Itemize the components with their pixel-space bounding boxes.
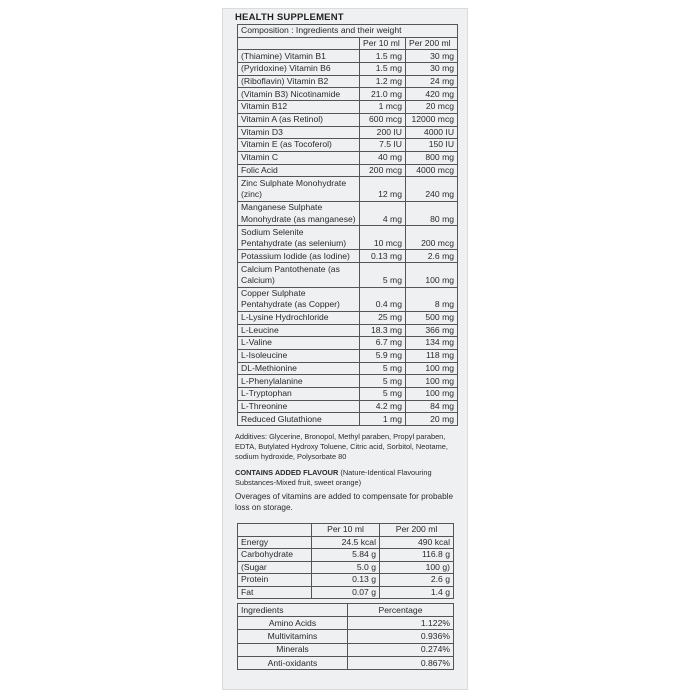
overages-note: Overages of vitamins are added to compensate for probable loss on storage. xyxy=(235,492,454,513)
composition-value-per-10ml: 5.9 mg xyxy=(360,349,406,362)
composition-ingredient-name: L-Lysine Hydrochloride xyxy=(238,311,360,324)
nutrition-value-per-10ml: 5.0 g xyxy=(312,561,380,574)
flavour-statement xyxy=(235,468,453,488)
composition-value-per-10ml: 21.0 mg xyxy=(360,88,406,101)
ingredients-percentage-value: 0.274% xyxy=(348,643,454,656)
flavour-detail: (Nature-Identical Flavouring Substances-Mixed fruit, sweet orange) xyxy=(235,468,432,488)
composition-value-per-200ml: 100 mg xyxy=(406,375,458,388)
composition-ingredient-name: Vitamin D3 xyxy=(238,126,360,139)
composition-row xyxy=(238,362,458,375)
nutrition-nutrient-name: (Sugar xyxy=(238,561,312,574)
nutrition-row xyxy=(238,561,454,574)
ingredients-percentage-table xyxy=(237,603,454,670)
nutrition-row xyxy=(238,574,454,587)
composition-ingredient-name: Vitamin B12 xyxy=(238,101,360,114)
composition-value-per-10ml: 6.7 mg xyxy=(360,337,406,350)
ingredients-row xyxy=(238,643,454,656)
composition-column-header-row xyxy=(238,37,458,50)
nutrition-header-row xyxy=(238,524,454,537)
nutrition-nutrient-name: Carbohydrate xyxy=(238,549,312,562)
composition-value-per-200ml: 80 mg xyxy=(406,201,458,225)
composition-value-per-200ml: 4000 mcg xyxy=(406,164,458,177)
composition-value-per-10ml: 5 mg xyxy=(360,263,406,287)
composition-ingredient-name: Vitamin A (as Retinol) xyxy=(238,113,360,126)
composition-rows xyxy=(238,50,458,426)
composition-ingredient-name: Vitamin C xyxy=(238,151,360,164)
composition-ingredient-name: Folic Acid xyxy=(238,164,360,177)
nutrition-rows xyxy=(238,536,454,599)
composition-value-per-200ml: 30 mg xyxy=(406,63,458,76)
composition-value-per-200ml: 84 mg xyxy=(406,400,458,413)
composition-row xyxy=(238,88,458,101)
composition-ingredient-name: L-Isoleucine xyxy=(238,349,360,362)
nutrition-value-per-10ml: 0.07 g xyxy=(312,586,380,599)
ingredients-header-name: Ingredients xyxy=(238,604,348,617)
composition-value-per-200ml: 4000 IU xyxy=(406,126,458,139)
composition-value-per-10ml: 1.5 mg xyxy=(360,50,406,63)
composition-value-per-200ml: 366 mg xyxy=(406,324,458,337)
nutrition-nutrient-name: Fat xyxy=(238,586,312,599)
composition-row xyxy=(238,400,458,413)
composition-value-per-10ml: 5 mg xyxy=(360,388,406,401)
nutrition-header-per-200ml: Per 200 ml xyxy=(380,524,454,537)
composition-value-per-200ml: 24 mg xyxy=(406,75,458,88)
additives-text: Additives: Glycerine, Bronopol, Methyl paraben, Propyl paraben, EDTA, Butylated Hydroxy Toluene, Citric acid, Sorbitol, Neotame, sodium hydroxide, Polysorbate 80 xyxy=(235,432,448,462)
ingredients-row xyxy=(238,656,454,669)
composition-ingredient-name: Zinc Sulphate Monohydrate (zinc) xyxy=(238,177,360,201)
composition-ingredient-name: Sodium Selenite Pentahydrate (as selenium) xyxy=(238,226,360,250)
composition-value-per-10ml: 7.5 IU xyxy=(360,139,406,152)
ingredients-percentage-value: 0.936% xyxy=(348,630,454,643)
composition-ingredient-name: Calcium Pantothenate (as Calcium) xyxy=(238,263,360,287)
ingredients-header-percentage: Percentage xyxy=(348,604,454,617)
nutrition-value-per-10ml: 24.5 kcal xyxy=(312,536,380,549)
composition-ingredient-name: Manganese Sulphate Monohydrate (as manganese) xyxy=(238,201,360,225)
composition-value-per-200ml: 420 mg xyxy=(406,88,458,101)
composition-value-per-200ml: 20 mcg xyxy=(406,101,458,114)
composition-header-per-10ml: Per 10 ml xyxy=(360,37,406,50)
composition-value-per-200ml: 20 mg xyxy=(406,413,458,426)
composition-value-per-10ml: 40 mg xyxy=(360,151,406,164)
composition-row xyxy=(238,63,458,76)
nutrition-value-per-200ml: 100 g) xyxy=(380,561,454,574)
nutrition-value-per-10ml: 0.13 g xyxy=(312,574,380,587)
composition-row xyxy=(238,151,458,164)
ingredients-category-name: Multivitamins xyxy=(238,630,348,643)
nutrition-value-per-200ml: 1.4 g xyxy=(380,586,454,599)
composition-value-per-200ml: 240 mg xyxy=(406,177,458,201)
composition-value-per-10ml: 0.4 mg xyxy=(360,287,406,311)
composition-header-blank xyxy=(238,37,360,50)
composition-ingredient-name: Copper Sulphate Pentahydrate (as Copper) xyxy=(238,287,360,311)
composition-row xyxy=(238,139,458,152)
nutrition-row xyxy=(238,536,454,549)
nutrition-nutrient-name: Energy xyxy=(238,536,312,549)
composition-row xyxy=(238,75,458,88)
composition-row xyxy=(238,126,458,139)
composition-ingredient-name: L-Leucine xyxy=(238,324,360,337)
composition-value-per-200ml: 100 mg xyxy=(406,263,458,287)
composition-value-per-10ml: 1 mcg xyxy=(360,101,406,114)
composition-value-per-10ml: 25 mg xyxy=(360,311,406,324)
ingredients-category-name: Amino Acids xyxy=(238,617,348,630)
composition-value-per-10ml: 10 mcg xyxy=(360,226,406,250)
ingredients-category-name: Anti-oxidants xyxy=(238,656,348,669)
ingredients-percentage-value: 1.122% xyxy=(348,617,454,630)
composition-row xyxy=(238,324,458,337)
composition-value-per-10ml: 5 mg xyxy=(360,375,406,388)
nutrition-table xyxy=(237,523,454,599)
composition-heading: Composition : Ingredients and their weight xyxy=(238,25,458,38)
composition-ingredient-name: L-Phenylalanine xyxy=(238,375,360,388)
nutrition-nutrient-name: Protein xyxy=(238,574,312,587)
ingredients-header-row xyxy=(238,604,454,617)
ingredients-percentage-value: 0.867% xyxy=(348,656,454,669)
composition-value-per-10ml: 200 IU xyxy=(360,126,406,139)
composition-ingredient-name: Reduced Glutathione xyxy=(238,413,360,426)
composition-ingredient-name: Vitamin E (as Tocoferol) xyxy=(238,139,360,152)
composition-value-per-200ml: 100 mg xyxy=(406,388,458,401)
composition-ingredient-name: Potassium Iodide (as Iodine) xyxy=(238,250,360,263)
composition-row xyxy=(238,287,458,311)
composition-row xyxy=(238,388,458,401)
composition-value-per-10ml: 1 mg xyxy=(360,413,406,426)
supplement-label-panel xyxy=(222,8,468,690)
composition-value-per-200ml: 500 mg xyxy=(406,311,458,324)
composition-header-per-200ml: Per 200 ml xyxy=(406,37,458,50)
flavour-heading: CONTAINS ADDED FLAVOUR xyxy=(235,468,339,478)
composition-value-per-10ml: 4.2 mg xyxy=(360,400,406,413)
composition-table xyxy=(237,24,458,426)
composition-row xyxy=(238,50,458,63)
composition-row xyxy=(238,311,458,324)
composition-row xyxy=(238,201,458,225)
nutrition-header-per-10ml: Per 10 ml xyxy=(312,524,380,537)
composition-value-per-10ml: 1.2 mg xyxy=(360,75,406,88)
composition-value-per-10ml: 12 mg xyxy=(360,177,406,201)
ingredients-row xyxy=(238,617,454,630)
composition-value-per-10ml: 4 mg xyxy=(360,201,406,225)
composition-row xyxy=(238,337,458,350)
composition-value-per-10ml: 5 mg xyxy=(360,362,406,375)
ingredients-rows xyxy=(238,617,454,670)
nutrition-value-per-200ml: 490 kcal xyxy=(380,536,454,549)
composition-row xyxy=(238,177,458,201)
ingredients-category-name: Minerals xyxy=(238,643,348,656)
nutrition-value-per-10ml: 5.84 g xyxy=(312,549,380,562)
nutrition-row xyxy=(238,549,454,562)
composition-ingredient-name: DL-Methionine xyxy=(238,362,360,375)
composition-value-per-200ml: 30 mg xyxy=(406,50,458,63)
composition-ingredient-name: (Thiamine) Vitamin B1 xyxy=(238,50,360,63)
composition-ingredient-name: (Riboflavin) Vitamin B2 xyxy=(238,75,360,88)
composition-value-per-10ml: 0.13 mg xyxy=(360,250,406,263)
composition-value-per-200ml: 118 mg xyxy=(406,349,458,362)
composition-value-per-200ml: 134 mg xyxy=(406,337,458,350)
composition-value-per-200ml: 800 mg xyxy=(406,151,458,164)
nutrition-header-blank xyxy=(238,524,312,537)
composition-row xyxy=(238,250,458,263)
composition-value-per-10ml: 200 mcg xyxy=(360,164,406,177)
composition-ingredient-name: (Vitamin B3) Nicotinamide xyxy=(238,88,360,101)
composition-value-per-200ml: 12000 mcg xyxy=(406,113,458,126)
composition-row xyxy=(238,226,458,250)
nutrition-value-per-200ml: 116.8 g xyxy=(380,549,454,562)
composition-row xyxy=(238,349,458,362)
composition-row xyxy=(238,101,458,114)
composition-row xyxy=(238,113,458,126)
composition-row xyxy=(238,263,458,287)
nutrition-value-per-200ml: 2.6 g xyxy=(380,574,454,587)
composition-heading-row xyxy=(238,25,458,38)
composition-ingredient-name: L-Tryptophan xyxy=(238,388,360,401)
composition-value-per-200ml: 150 IU xyxy=(406,139,458,152)
composition-value-per-200ml: 100 mg xyxy=(406,362,458,375)
composition-ingredient-name: L-Threonine xyxy=(238,400,360,413)
composition-value-per-10ml: 18.3 mg xyxy=(360,324,406,337)
nutrition-row xyxy=(238,586,454,599)
composition-value-per-200ml: 200 mcg xyxy=(406,226,458,250)
composition-ingredient-name: L-Valine xyxy=(238,337,360,350)
composition-value-per-10ml: 1.5 mg xyxy=(360,63,406,76)
ingredients-row xyxy=(238,630,454,643)
composition-value-per-200ml: 2.6 mg xyxy=(406,250,458,263)
composition-value-per-10ml: 600 mcg xyxy=(360,113,406,126)
composition-row xyxy=(238,375,458,388)
composition-ingredient-name: (Pyridoxine) Vitamin B6 xyxy=(238,63,360,76)
label-title: HEALTH SUPPLEMENT xyxy=(235,12,344,23)
composition-row xyxy=(238,413,458,426)
composition-row xyxy=(238,164,458,177)
composition-value-per-200ml: 8 mg xyxy=(406,287,458,311)
